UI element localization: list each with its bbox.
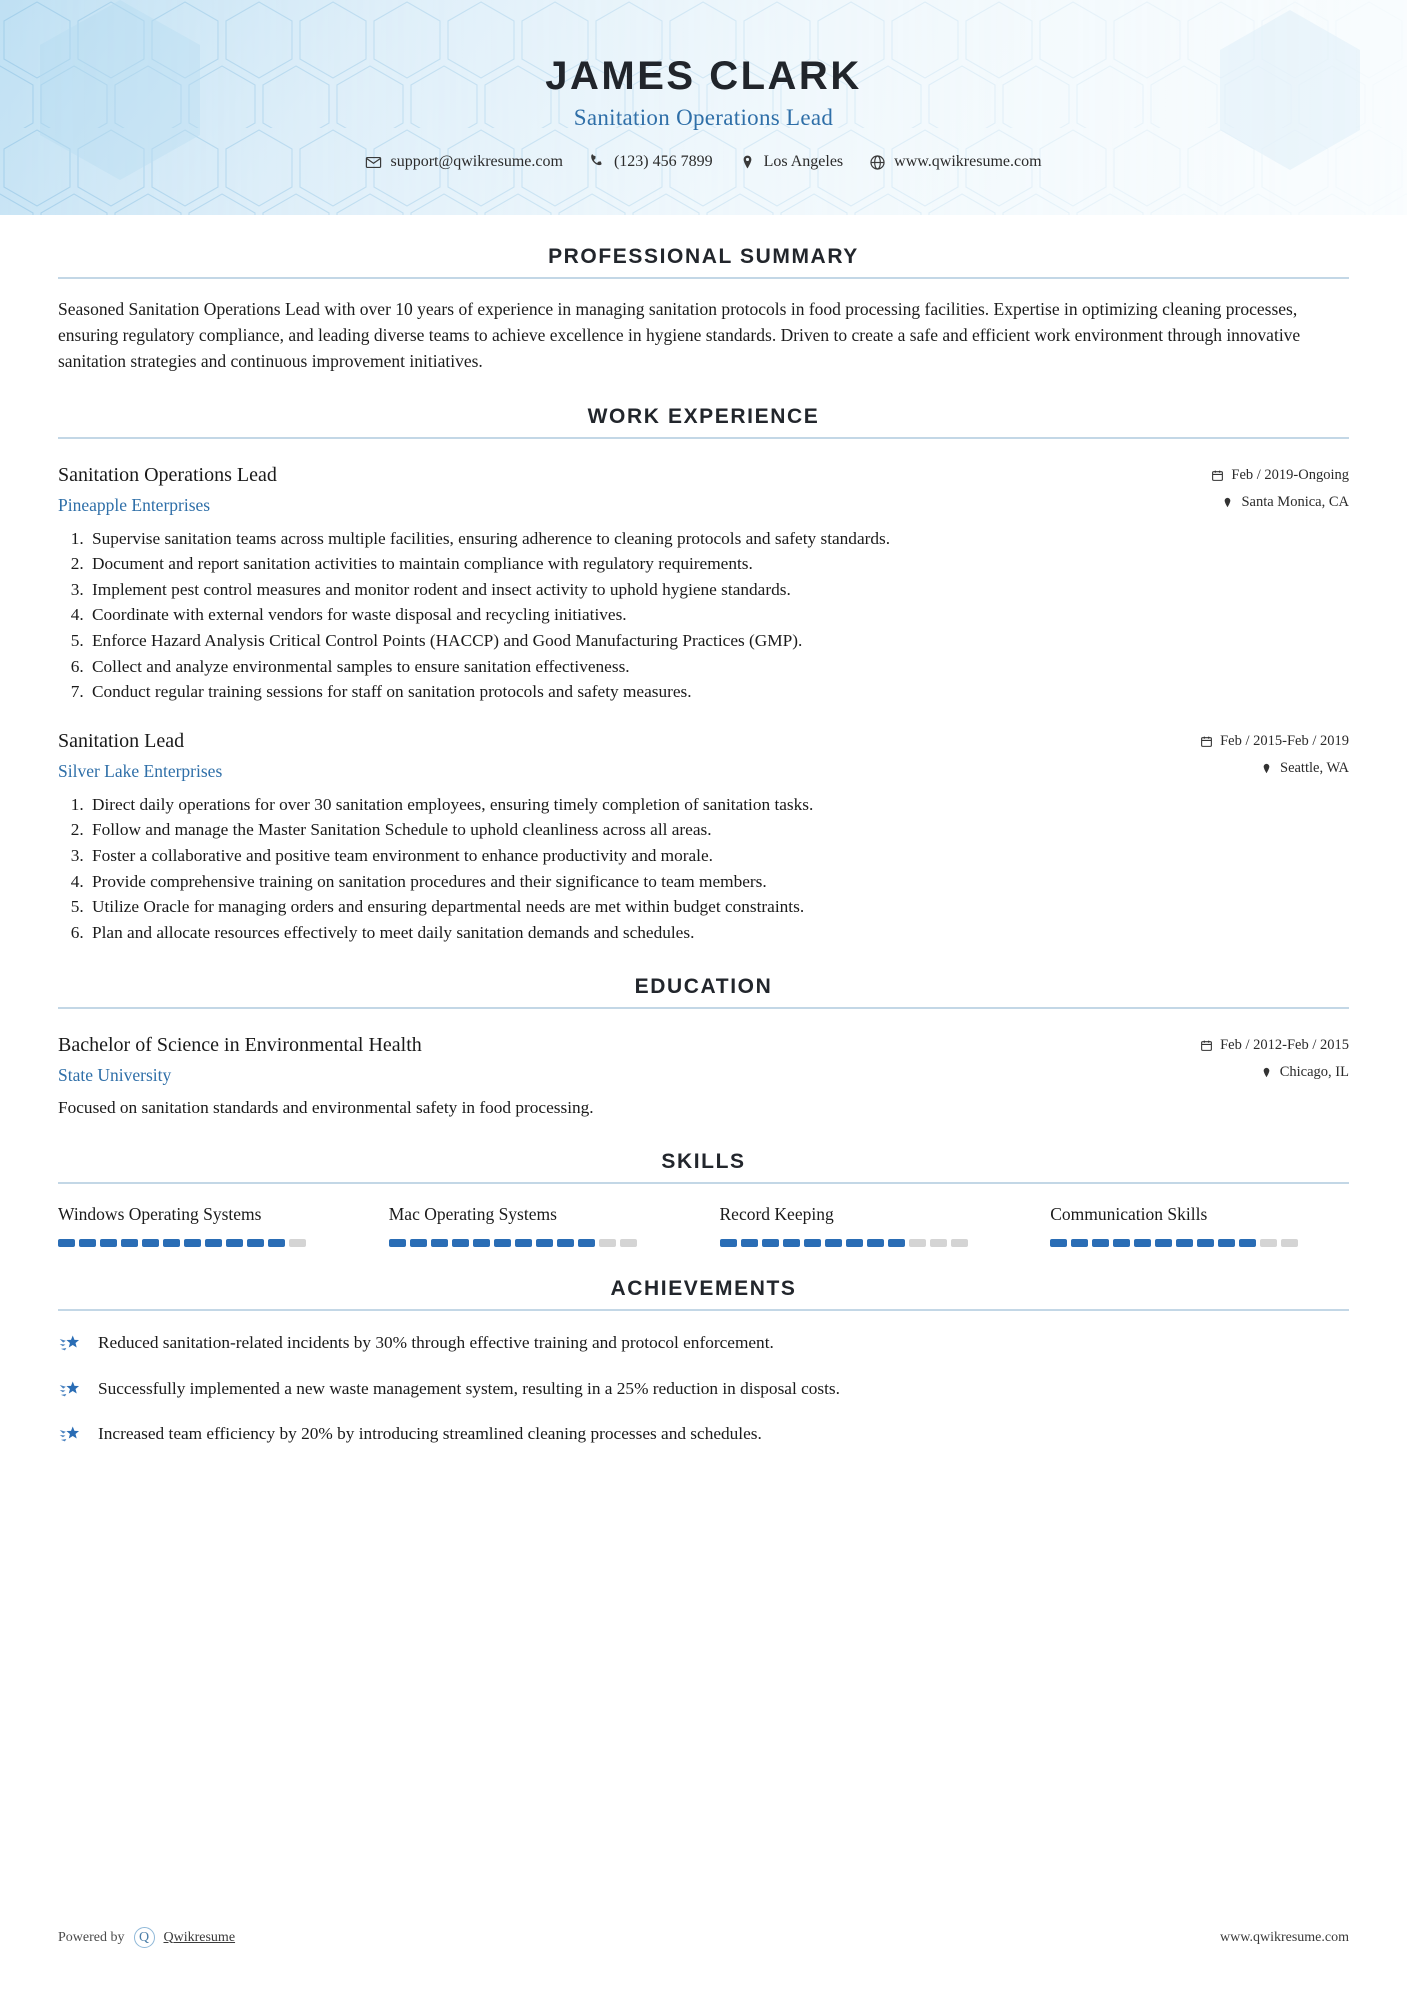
skill-dot [930,1239,947,1247]
education-dates [1200,1037,1349,1054]
contact-phone[interactable] [589,153,713,171]
experience-entry [58,729,1349,946]
summary-text: Seasoned Sanitation Operations Lead with over 10 years of experience in managing sanitation protocols in food processing facilities. Expertise in optimizing cleaning processes, ensuring regulatory compliance, and leading diverse teams to achieve excellence in hygiene standards. Driven to create a safe and efficient work environment through innovative sanitation strategies and continuous improvement initiatives. [58,299,1301,371]
skill-rating-2 [720,1239,1019,1247]
divider [58,1182,1349,1184]
skill-dot [825,1239,842,1247]
skill-dot [846,1239,863,1247]
list-item: 6. Plan and allocate resources effectively to meet daily sanitation demands and schedules. [88,920,1349,946]
contact-row [0,153,1407,171]
skill-dot [184,1239,201,1247]
divider [58,277,1349,279]
skill-dot [867,1239,884,1247]
job-title: Sanitation Operations Lead [573,105,834,130]
skill-dot [515,1239,532,1247]
skill-dot [452,1239,469,1247]
contact-location-value: Los Angeles [763,153,844,170]
achievements-list [58,1331,1349,1446]
skill-dot [762,1239,779,1247]
list-item [58,1377,1349,1401]
skill-dot [951,1239,968,1247]
skill-dot [226,1239,243,1247]
skill-label: Mac Operating Systems [388,1204,557,1225]
experience-company[interactable]: Pineapple Enterprises [58,494,211,515]
experience-dates-value: Feb / 2015-Feb / 2019 [1220,732,1349,749]
experience-location [1200,760,1349,777]
section-heading: ACHIEVEMENTS [610,1277,797,1301]
calendar-icon [1211,468,1224,482]
education-location [1200,1064,1349,1081]
location-pin-icon [1260,761,1273,775]
experience-dates-value: Feb / 2019-Ongoing [1231,466,1349,483]
skill-rating-1 [389,1239,688,1247]
education-degree: Bachelor of Science in Environmental Health [58,1034,422,1057]
skill-rating-3 [1050,1239,1349,1247]
education-school[interactable]: State University [58,1065,172,1086]
section-heading: WORK EXPERIENCE [587,404,820,428]
list-item: 1. Supervise sanitation teams across multiple facilities, ensuring adherence to cleaning protocols and safety standards. [88,526,1349,552]
achievement-text: Reduced sanitation-related incidents by 30% through effective training and protocol enforcement. [98,1333,774,1353]
contact-email-value: support@qwikresume.com [390,153,563,170]
location-pin-icon [1221,495,1234,509]
experience-duty-list [58,792,1349,946]
skill-dot [720,1239,737,1247]
location-pin-icon [739,154,756,171]
skill-dot [804,1239,821,1247]
list-item: 6. Collect and analyze environmental samples to ensure sanitation effectiveness. [88,654,1349,680]
list-item [58,1331,1349,1355]
education-dates-value: Feb / 2012-Feb / 2015 [1220,1037,1349,1054]
section-professional-summary [58,245,1349,375]
experience-dates [1211,467,1349,484]
contact-website[interactable] [869,153,1041,171]
star-badge-icon [58,1333,84,1355]
powered-by [58,1927,235,1948]
mail-icon [365,154,382,171]
skill-dot [163,1239,180,1247]
globe-icon [869,154,886,171]
list-item: 7. Conduct regular training sessions for staff on sanitation protocols and safety measures. [88,679,1349,705]
achievement-text: Successfully implemented a new waste management system, resulting in a 25% reduction in disposal costs. [98,1378,840,1398]
qwikresume-logo-icon: Q [134,1927,155,1948]
footer-url[interactable]: www.qwikresume.com [1220,1929,1349,1945]
list-item: 3. Foster a collaborative and positive team environment to enhance productivity and morale. [88,843,1349,869]
skill-dot [620,1239,637,1247]
divider [58,1007,1349,1009]
experience-role: Sanitation Lead [58,729,185,752]
skill-dot [79,1239,96,1247]
contact-website-value: www.qwikresume.com [894,153,1042,170]
list-item: 2. Follow and manage the Master Sanitation Schedule to uphold cleanliness across all areas. [88,817,1349,843]
experience-duty-list [58,526,1349,705]
experience-location [1211,494,1349,511]
list-item: 1. Direct daily operations for over 30 sanitation employees, ensuring timely completion of sanitation tasks. [88,792,1349,818]
skill-dot [410,1239,427,1247]
skill-label: Communication Skills [1050,1204,1208,1225]
skill-dot [783,1239,800,1247]
skill-dot [389,1239,406,1247]
skill-dot [121,1239,138,1247]
skill-dot [100,1239,117,1247]
skill-dot [1260,1239,1277,1247]
list-item: 3. Implement pest control measures and monitor rodent and insect activity to uphold hygiene standards. [88,577,1349,603]
skill-dot [1113,1239,1130,1247]
section-skills [58,1150,1349,1247]
skill-dot [1050,1239,1067,1247]
contact-email[interactable] [365,153,562,171]
section-heading: SKILLS [661,1150,746,1174]
skill-dot [142,1239,159,1247]
skill-dot [1197,1239,1214,1247]
skill-dot [1092,1239,1109,1247]
skill-dot [268,1239,285,1247]
experience-location-value: Seattle, WA [1280,759,1349,776]
skill-rating-0 [58,1239,357,1247]
contact-location [739,153,844,171]
section-heading: PROFESSIONAL SUMMARY [548,245,859,268]
calendar-icon [1200,734,1213,748]
education-entry [58,1033,1349,1120]
section-heading: EDUCATION [634,975,773,999]
location-pin-icon [1260,1066,1273,1080]
contact-phone-value: (123) 456 7899 [613,153,713,170]
resume-header-banner [0,0,1407,215]
education-location-value: Chicago, IL [1279,1064,1349,1081]
skill-dot [909,1239,926,1247]
skill-dot [557,1239,574,1247]
list-item: 4. Provide comprehensive training on sanitation procedures and their significance to team members. [88,869,1349,895]
skill-dot [1071,1239,1088,1247]
skill-dot [578,1239,595,1247]
experience-role: Sanitation Operations Lead [58,463,277,486]
list-item: 2. Document and report sanitation activities to maintain compliance with regulatory requirements. [88,551,1349,577]
page-footer [58,1927,1349,1948]
skill-label: Windows Operating Systems [58,1204,262,1225]
skill-dot [205,1239,222,1247]
skill-dot [431,1239,448,1247]
list-item [58,1422,1349,1446]
experience-company[interactable]: Silver Lake Enterprises [58,760,223,781]
section-work-experience [58,405,1349,946]
education-description: Focused on sanitation standards and environmental safety in food processing. [58,1098,594,1118]
calendar-icon [1200,1039,1213,1053]
skill-item [720,1204,1019,1247]
section-achievements [58,1277,1349,1446]
list-item: 5. Enforce Hazard Analysis Critical Control Points (HACCP) and Good Manufacturing Practices (GMP). [88,628,1349,654]
achievement-text: Increased team efficiency by 20% by introducing streamlined cleaning processes and schedules. [98,1423,762,1443]
brand-link[interactable]: Qwikresume [163,1929,236,1945]
skill-dot [1218,1239,1235,1247]
skill-dot [289,1239,306,1247]
skill-dot [599,1239,616,1247]
skill-item [389,1204,688,1247]
powered-by-label: Powered by [58,1929,125,1945]
experience-location-value: Santa Monica, CA [1241,493,1349,510]
skills-grid [58,1204,1349,1247]
skill-dot [58,1239,75,1247]
skill-dot [536,1239,553,1247]
skill-item [1050,1204,1349,1247]
skill-dot [494,1239,511,1247]
list-item: 4. Coordinate with external vendors for waste disposal and recycling initiatives. [88,602,1349,628]
divider [58,437,1349,439]
page-title: JAMES CLARK [545,54,862,98]
skill-dot [741,1239,758,1247]
experience-dates [1200,733,1349,750]
skill-dot [1176,1239,1193,1247]
skill-dot [473,1239,490,1247]
section-education [58,975,1349,1120]
list-item: 5. Utilize Oracle for managing orders and ensuring departmental needs are met within budget constraints. [88,894,1349,920]
experience-entry [58,463,1349,705]
star-badge-icon [58,1424,84,1446]
skill-dot [247,1239,264,1247]
skill-item [58,1204,357,1247]
divider [58,1309,1349,1311]
star-badge-icon [58,1379,84,1401]
skill-dot [1134,1239,1151,1247]
skill-label: Record Keeping [719,1204,834,1225]
skill-dot [888,1239,905,1247]
skill-dot [1239,1239,1256,1247]
skill-dot [1281,1239,1298,1247]
phone-icon [589,154,606,171]
skill-dot [1155,1239,1172,1247]
